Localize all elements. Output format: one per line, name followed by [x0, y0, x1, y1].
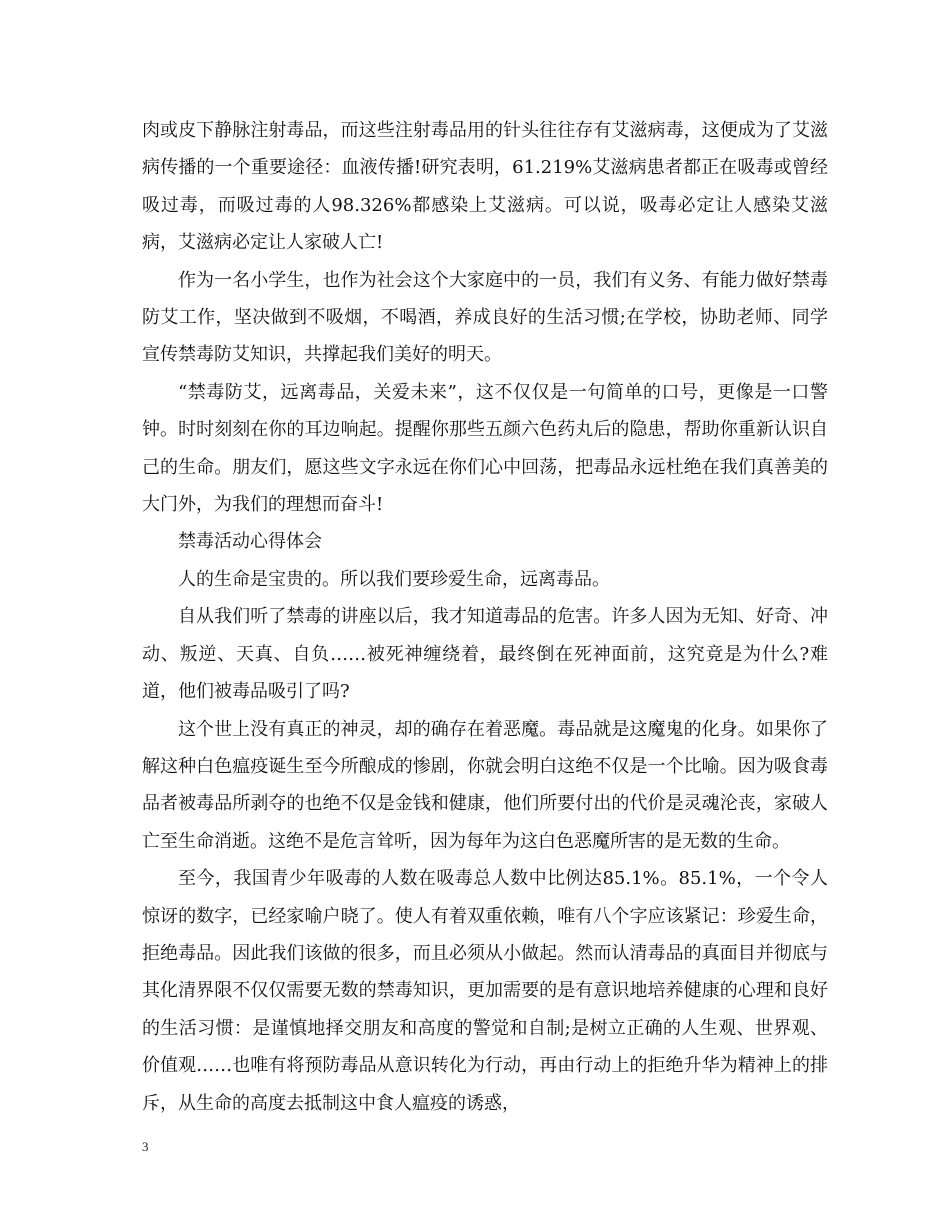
- paragraph-statistics: 至今，我国青少年吸毒的人数在吸毒总人数中比例达85.1%。85.1%，一个令人惊讶的数字，已经家喻户晓了。使人有着双重依赖，唯有八个字应该紧记：珍爱生命，拒绝毒品。因此我们该做的很多，而且必须从小做起。然而认清毒品的真面目并彻底与其化清界限不仅仅需要无数的禁毒知识，更加需要的是有意识地培养健康的心理和良好的生活习惯：是谨慎地择交朋友和高度的警觉和自制;是树立正确的人生观、世界观、价值观……也唯有将预防毒品从意识转化为行动，再由行动上的拒绝升华为精神上的排斥，从生命的高度去抵制这中食人瘟疫的诱惑，: [142, 868, 828, 1114]
- paragraph-lecture: 自从我们听了禁毒的讲座以后，我才知道毒品的危害。许多人因为无知、好奇、冲动、叛逆、天真、自负……被死神缠绕着，最终倒在死神面前，这究竟是为什么?难道，他们被毒品吸引了吗?: [142, 606, 828, 703]
- paragraph-aids-transmission: 肉或皮下静脉注射毒品，而这些注射毒品用的针头往往存有艾滋病毒，这便成为了艾滋病传播的一个重要途径：血液传播!研究表明，61.219%艾滋病患者都正在吸毒或曾经吸过毒，而吸过毒的人98.326%都感染上艾滋病。可以说，吸毒必定让人感染艾滋病，艾滋病必定让人家破人亡!: [142, 120, 828, 254]
- paragraph-demon: 这个世上没有真正的神灵，却的确存在着恶魔。毒品就是这魔鬼的化身。如果你了解这种白色瘟疫诞生至今所酿成的惨剧，你就会明白这绝不仅是一个比喻。因为吸食毒品者被毒品所剥夺的也绝不仅是金钱和健康，他们所要付出的代价是灵魂沦丧，家破人亡至生命消逝。这绝不是危言耸听，因为每年为这白色恶魔所害的是无数的生命。: [142, 718, 828, 852]
- document-body: [142, 112, 828, 1122]
- paragraph-slogan: “禁毒防艾，远离毒品，关爱未来”，这不仅仅是一句简单的口号，更像是一口警钟。时时刻刻在你的耳边响起。提醒你那些五颜六色药丸后的隐患，帮助你重新认识自己的生命。朋友们，愿这些文字永远在你们心中回荡，把毒品永远杜绝在我们真善美的大门外，为我们的理想而奋斗!: [142, 381, 828, 516]
- section-heading: 禁毒活动心得体会: [178, 531, 322, 553]
- page-number: 3: [142, 1139, 149, 1154]
- paragraph-life-precious: 人的生命是宝贵的。所以我们要珍爱生命，远离毒品。: [178, 568, 610, 590]
- paragraph-student-duty: 作为一名小学生，也作为社会这个大家庭中的一员，我们有义务、有能力做好禁毒防艾工作，坚决做到不吸烟，不喝酒，养成良好的生活习惯;在学校，协助老师、同学宣传禁毒防艾知识，共撑起我们美好的明天。: [142, 269, 828, 366]
